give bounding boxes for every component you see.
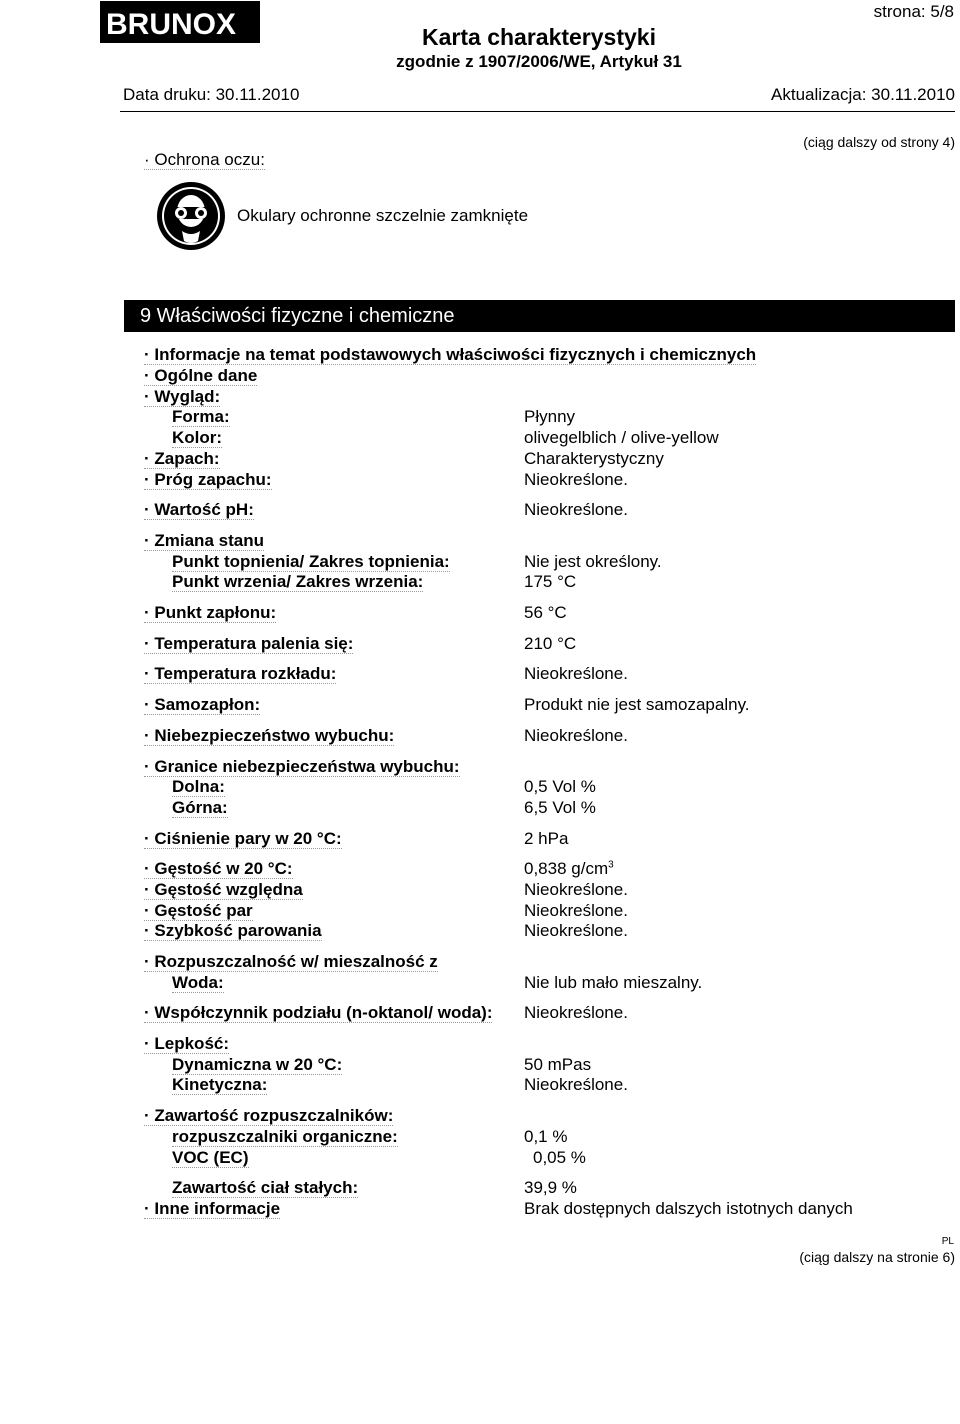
property-row: · Temperatura palenia się: xyxy=(144,634,354,653)
property-row: VOC (EC) xyxy=(172,1148,249,1167)
header-divider xyxy=(120,111,955,112)
document-subtitle: zgodnie z 1907/2006/WE, Artykuł 31 xyxy=(396,52,682,71)
property-value: Produkt nie jest samozapalny. xyxy=(524,695,750,714)
property-value: Nie jest określony. xyxy=(524,552,662,571)
property-row: · Gęstość względna xyxy=(144,880,303,899)
property-value: 50 mPas xyxy=(524,1055,592,1074)
property-row: · Granice niebezpieczeństwa wybuchu: xyxy=(144,757,460,776)
property-value: 0,1 % xyxy=(524,1127,568,1146)
property-value: Nieokreślone. xyxy=(524,726,628,745)
property-value: 0,05 % xyxy=(533,1148,586,1167)
property-row: · Próg zapachu: xyxy=(144,470,272,489)
property-row: Dynamiczna w 20 °C: xyxy=(172,1055,343,1074)
property-value: Brak dostępnych dalszych istotnych danych xyxy=(524,1199,853,1218)
property-row: · Zapach: xyxy=(144,449,220,468)
property-value: 175 °C xyxy=(524,572,577,591)
property-row: · Niebezpieczeństwo wybuchu: xyxy=(144,726,395,745)
property-row: Dolna: xyxy=(172,777,225,796)
property-row: Górna: xyxy=(172,798,228,817)
property-value: Nieokreślone. xyxy=(524,880,628,899)
property-row: · Zmiana stanu xyxy=(144,531,264,550)
safety-goggles-icon xyxy=(156,181,226,251)
continued-to-note: (ciąg dalszy na stronie 6) xyxy=(799,1249,955,1265)
document-title: Karta charakterystyki xyxy=(422,24,656,50)
property-row: Kolor: xyxy=(172,428,223,447)
section-9-header: 9 Właściwości fizyczne i chemiczne xyxy=(124,300,955,332)
property-value: olivegelblich / olive-yellow xyxy=(524,428,719,447)
property-row: Woda: xyxy=(172,973,224,992)
property-value: 39,9 % xyxy=(524,1178,577,1197)
eye-protection-text: Okulary ochronne szczelnie zamknięte xyxy=(237,206,529,225)
update-date: Aktualizacja: 30.11.2010 xyxy=(771,85,955,104)
property-row: · Inne informacje xyxy=(144,1199,281,1218)
eye-protection-heading: · Ochrona oczu: xyxy=(144,150,265,169)
property-value: 0,5 Vol % xyxy=(524,777,596,796)
property-row: · Samozapłon: xyxy=(144,695,261,714)
language-code: PL xyxy=(941,1236,954,1247)
property-value: Nieokreślone. xyxy=(524,1003,628,1022)
property-row: Forma: xyxy=(172,407,230,426)
property-value: 6,5 Vol % xyxy=(524,798,596,817)
property-row: · Wygląd: xyxy=(144,387,221,406)
property-row: · Punkt zapłonu: xyxy=(144,603,277,622)
property-value: Nie lub mało mieszalny. xyxy=(524,973,703,992)
property-row: · Rozpuszczalność w/ mieszalność z xyxy=(144,952,438,971)
page-number: strona: 5/8 xyxy=(873,2,954,21)
property-value: 2 hPa xyxy=(524,829,569,848)
continued-from-note: (ciąg dalszy od strony 4) xyxy=(803,134,955,150)
property-row: · Wartość pH: xyxy=(144,500,254,519)
property-value: 0,838 $g/cm^3$ xyxy=(524,859,614,878)
property-value: 210 °C xyxy=(524,634,577,653)
property-row: · Gęstość w 20 °C: xyxy=(144,859,293,878)
property-value: Nieokreślone. xyxy=(524,901,628,920)
property-row: Punkt topnienia/ Zakres topnienia: xyxy=(172,552,450,571)
property-value: Nieokreślone. xyxy=(524,921,628,940)
property-row: · Współczynnik podziału (n-oktanol/ woda): xyxy=(144,1003,493,1022)
property-row: · Temperatura rozkładu: xyxy=(144,664,337,683)
property-value: Płynny xyxy=(524,407,576,426)
property-value: Nieokreślone. xyxy=(524,500,628,519)
property-value: Nieokreślone. xyxy=(524,470,628,489)
property-row: · Szybkość parowania xyxy=(144,921,322,940)
property-row: Zawartość ciał stałych: xyxy=(172,1178,359,1197)
property-value: Nieokreślone. xyxy=(524,664,628,683)
property-row: · Zawartość rozpuszczalników: xyxy=(144,1106,394,1125)
property-row: rozpuszczalniki organiczne: xyxy=(172,1127,398,1146)
property-value: 56 °C xyxy=(524,603,567,622)
svg-text:BRUNOX: BRUNOX xyxy=(106,8,237,41)
property-row: Punkt wrzenia/ Zakres wrzenia: xyxy=(172,572,424,591)
property-row: · Ogólne dane xyxy=(144,366,258,385)
property-row: · Informacje na temat podstawowych właściwości fizycznych i chemicznych xyxy=(144,345,757,364)
property-row: · Lepkość: xyxy=(144,1034,230,1053)
property-row: · Ciśnienie pary w 20 °C: xyxy=(144,829,342,848)
property-row: · Gęstość par xyxy=(144,901,253,920)
property-row: Kinetyczna: xyxy=(172,1075,268,1094)
property-value: Nieokreślone. xyxy=(524,1075,628,1094)
print-date: Data druku: 30.11.2010 xyxy=(123,85,300,104)
property-value: Charakterystyczny xyxy=(524,449,664,468)
